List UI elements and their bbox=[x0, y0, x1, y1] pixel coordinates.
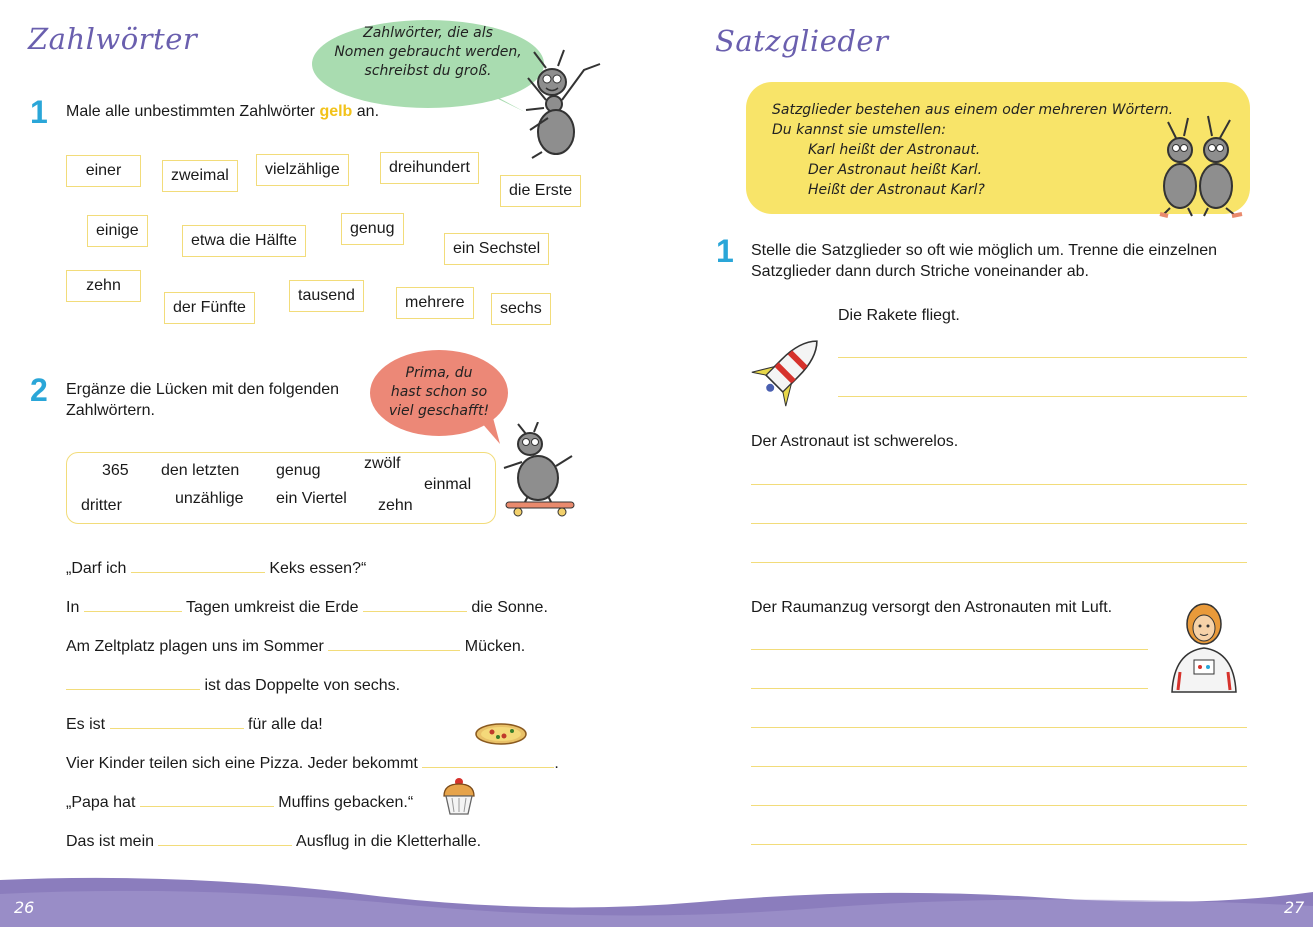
rocket-icon bbox=[748, 328, 832, 408]
instruction-text: an. bbox=[352, 103, 380, 120]
word-box[interactable]: einer bbox=[66, 155, 141, 187]
task-1-instruction bbox=[66, 101, 379, 122]
sentence-rocket: Die Rakete fliegt. bbox=[838, 307, 960, 324]
muffin-icon bbox=[440, 776, 478, 818]
info-line: Du kannst sie umstellen: bbox=[772, 122, 946, 138]
answer-line[interactable] bbox=[838, 396, 1247, 397]
instruction-text: Male alle unbestimmten Zahlwörter bbox=[66, 103, 320, 120]
sentence-text: ist das Doppelte von sechs. bbox=[204, 677, 401, 694]
ant-skateboard-icon bbox=[498, 422, 580, 518]
info-line: Satzglieder bestehen aus einem oder mehreren Wörtern. bbox=[772, 102, 1174, 118]
page-number-left: 26 bbox=[14, 898, 35, 917]
bank-word: ein Viertel bbox=[276, 490, 347, 507]
speech-line: Prima, du bbox=[405, 365, 473, 381]
speech-text-1 bbox=[322, 24, 534, 81]
task-number-2-left: 2 bbox=[30, 372, 48, 408]
cloze-sentence bbox=[66, 675, 400, 695]
answer-line[interactable] bbox=[751, 523, 1247, 524]
word-box[interactable]: tausend bbox=[289, 280, 364, 312]
sentence-text: In bbox=[66, 599, 80, 616]
sentence-text: Am Zeltplatz plagen uns im Sommer bbox=[66, 638, 324, 655]
answer-line[interactable] bbox=[751, 727, 1247, 728]
task-1-right-instruction bbox=[751, 240, 1217, 282]
speech-line: viel geschafft! bbox=[388, 403, 490, 419]
word-box[interactable]: mehrere bbox=[396, 287, 474, 319]
sentence-text: Tagen umkreist die Erde bbox=[185, 599, 359, 616]
answer-line[interactable] bbox=[751, 844, 1247, 845]
pizza-icon bbox=[474, 722, 528, 746]
instruction-line: Ergänze die Lücken mit den folgenden bbox=[66, 381, 340, 398]
bank-word: genug bbox=[276, 462, 321, 479]
answer-line[interactable] bbox=[751, 766, 1247, 767]
sentence-text: Vier Kinder teilen sich eine Pizza. Jeder bekommt bbox=[66, 755, 418, 772]
sentence-text: Ausflug in die Kletterhalle. bbox=[296, 833, 482, 850]
blank-input[interactable] bbox=[363, 597, 467, 612]
two-ants-icon bbox=[1148, 110, 1248, 222]
word-box[interactable]: zehn bbox=[66, 270, 141, 302]
bank-word: den letzten bbox=[161, 462, 240, 479]
bank-word: unzählige bbox=[175, 490, 244, 507]
speech-line: hast schon so bbox=[390, 384, 488, 400]
cloze-sentence bbox=[66, 831, 481, 851]
cloze-sentence bbox=[66, 753, 559, 773]
cloze-sentence bbox=[66, 636, 525, 656]
blank-input[interactable] bbox=[131, 558, 265, 573]
answer-line[interactable] bbox=[751, 484, 1247, 485]
cloze-sentence bbox=[66, 558, 366, 578]
cloze-sentence bbox=[66, 792, 413, 812]
answer-line[interactable] bbox=[751, 649, 1148, 650]
blank-input[interactable] bbox=[328, 636, 460, 651]
instruction-line: Satzglieder dann durch Striche voneinander ab. bbox=[751, 263, 1089, 280]
word-box[interactable]: zweimal bbox=[162, 160, 238, 192]
blank-input[interactable] bbox=[140, 792, 274, 807]
word-box[interactable]: vielzählige bbox=[256, 154, 349, 186]
bank-word: zwölf bbox=[364, 455, 401, 472]
highlight-word: gelb bbox=[319, 103, 353, 120]
blank-input[interactable] bbox=[158, 831, 292, 846]
word-box[interactable]: genug bbox=[341, 213, 404, 245]
blank-input[interactable] bbox=[422, 753, 554, 768]
word-box[interactable]: etwa die Hälfte bbox=[182, 225, 306, 257]
page-title-right: Satzglieder bbox=[715, 24, 889, 58]
sentence-text: „Papa hat bbox=[66, 794, 136, 811]
info-example: Der Astronaut heißt Karl. bbox=[808, 162, 983, 178]
sentence-text: für alle da! bbox=[248, 716, 323, 733]
cloze-sentence bbox=[66, 597, 548, 617]
word-box[interactable]: dreihundert bbox=[380, 152, 479, 184]
blank-input[interactable] bbox=[66, 675, 200, 690]
answer-line[interactable] bbox=[751, 805, 1247, 806]
ant-cheering-icon bbox=[518, 48, 606, 160]
info-example: Karl heißt der Astronaut. bbox=[808, 142, 981, 158]
speech-text-2 bbox=[374, 364, 504, 421]
info-text bbox=[772, 100, 1173, 200]
task-number-1-right: 1 bbox=[716, 233, 734, 269]
sentence-text: die Sonne. bbox=[471, 599, 548, 616]
footer-wave bbox=[0, 872, 1313, 927]
answer-line[interactable] bbox=[838, 357, 1247, 358]
word-box[interactable]: der Fünfte bbox=[164, 292, 255, 324]
page-title-left: Zahlwörter bbox=[28, 22, 198, 56]
sentence-text: Muffins gebacken.“ bbox=[278, 794, 414, 811]
instruction-line: Stelle die Satzglieder so oft wie möglich um. Trenne die einzelnen bbox=[751, 242, 1218, 259]
answer-line[interactable] bbox=[751, 562, 1247, 563]
bank-word: zehn bbox=[378, 497, 413, 514]
sentence-text: Das ist mein bbox=[66, 833, 155, 850]
task-2-instruction bbox=[66, 379, 339, 421]
astronaut-icon bbox=[1164, 602, 1244, 694]
speech-line: Zahlwörter, die als bbox=[363, 25, 493, 41]
sentence-text: Es ist bbox=[66, 716, 106, 733]
sentence-text: Keks essen?“ bbox=[269, 560, 367, 577]
speech-line: Nomen gebraucht werden, bbox=[334, 44, 522, 60]
word-box[interactable]: die Erste bbox=[500, 175, 581, 207]
sentence-astronaut: Der Astronaut ist schwerelos. bbox=[751, 433, 959, 450]
sentence-spacesuit: Der Raumanzug versorgt den Astronauten mit Luft. bbox=[751, 599, 1113, 616]
sentence-text: „Darf ich bbox=[66, 560, 127, 577]
instruction-line: Zahlwörtern. bbox=[66, 402, 155, 419]
bank-word: einmal bbox=[424, 476, 472, 493]
answer-line[interactable] bbox=[751, 688, 1148, 689]
cloze-sentence bbox=[66, 714, 323, 734]
task-number-1-left: 1 bbox=[30, 94, 48, 130]
sentence-text: . bbox=[554, 755, 559, 772]
info-example: Heißt der Astronaut Karl? bbox=[808, 182, 985, 198]
blank-input[interactable] bbox=[84, 597, 182, 612]
sentence-text: Mücken. bbox=[464, 638, 526, 655]
bank-word: dritter bbox=[81, 497, 122, 514]
word-box[interactable]: sechs bbox=[491, 293, 551, 325]
word-box[interactable]: einige bbox=[87, 215, 148, 247]
word-box[interactable]: ein Sechstel bbox=[444, 233, 549, 265]
speech-line: schreibst du groß. bbox=[364, 63, 492, 79]
blank-input[interactable] bbox=[110, 714, 244, 729]
bank-word: 365 bbox=[102, 462, 129, 479]
page-number-right: 27 bbox=[1284, 898, 1305, 917]
